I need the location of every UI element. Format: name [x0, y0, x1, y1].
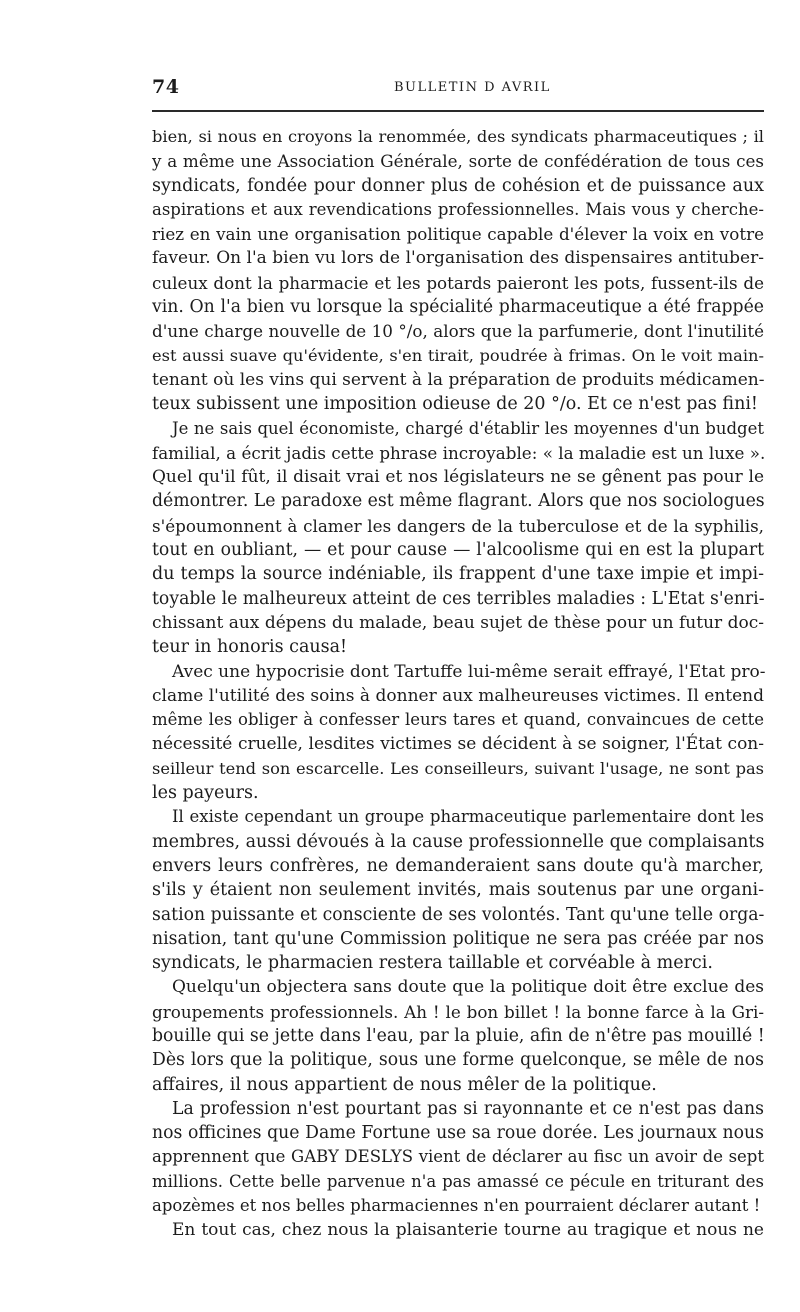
text-line: Je ne sais quel économiste, chargé d'établir les moyennes d'un budget [172, 418, 764, 438]
text-line: les payeurs. [152, 783, 259, 804]
text-line: millions. Cette belle parvenue n'a pas amassé ce pécule en triturant des [152, 1171, 764, 1191]
text-line: familial, a écrit jadis cette phrase incroyable: « la maladie est un luxe ». [152, 442, 766, 463]
text-line: apozèmes et nos belles pharmaciennes n'en pourraient déclarer autant ! [152, 1196, 761, 1216]
text-line: teux subissent une imposition odieuse de 20 °/o. Et ce n'est pas fini! [152, 394, 758, 415]
text-line: faveur. On l'a bien vu lors de l'organisation des dispensaires antituber- [152, 248, 764, 269]
text-line: envers leurs confrères, ne demanderaient sans doute qu'à marcher, [152, 855, 764, 876]
text-line: syndicats, le pharmacien restera taillable et corvéable à merci. [152, 953, 713, 974]
text-line: syndicats, fondée pour donner plus de cohésion et de puissance aux [152, 175, 764, 196]
page-header [152, 76, 764, 102]
text-line: riez en vain une organisation politique capable d'élever la voix en votre [152, 224, 764, 245]
text-line: clame l'utilité des soins à donner aux malheureuses victimes. Il entend [152, 685, 764, 706]
text-line: nisation, tant qu'une Commission politique ne sera pas créée par nos [152, 928, 764, 949]
header-rule [152, 110, 764, 112]
text-line: affaires, il nous appartient de nous mêler de la politique. [152, 1074, 657, 1095]
text-line: groupements professionnels. Ah ! le bon billet ! la bonne farce à la Gri- [152, 1001, 764, 1022]
text-line: tout en oubliant, — et pour cause — l'alcoolisme qui en est la plupart [152, 540, 764, 561]
text-line: bouille qui se jette dans l'eau, par la pluie, afin de n'être pas mouillé ! [152, 1025, 765, 1046]
text-line: membres, aussi dévoués à la cause professionnelle que complaisants [152, 831, 765, 852]
text-line: vin. On l'a bien vu lorsque la spécialité pharmaceutique a été frappée [152, 297, 764, 318]
text-line: s'ils y étaient non seulement invités, mais soutenus par une organi- [152, 880, 764, 901]
text-line: culeux dont la pharmacie et les potards paieront les pots, fussent-ils de [152, 272, 764, 293]
text-line: y a même une Association Générale, sorte de confédération de tous ces [152, 151, 764, 172]
text-line: du temps la source indéniable, ils frappent d'une taxe impie et impi- [152, 564, 764, 585]
text-line: Quel qu'il fût, il disait vrai et nos législateurs ne se gênent pas pour le [152, 467, 764, 488]
text-line: teur in honoris causa! [152, 637, 348, 658]
text-line: Il existe cependant un groupe pharmaceutique parlementaire dont les [172, 807, 764, 827]
text-line: sation puissante et consciente de ses volontés. Tant qu'une telle orga- [152, 904, 765, 925]
text-line: même les obliger à confesser leurs tares et quand, convaincues de cette [152, 710, 764, 730]
text-line: tenant où les vins qui servent à la préparation de produits médicamen- [152, 369, 765, 390]
text-line: La profession n'est pourtant pas si rayonnante et ce n'est pas dans [172, 1098, 764, 1119]
body-text [152, 125, 764, 1243]
text-line: toyable le malheureux atteint de ces terribles maladies : L'Etat s'enri- [152, 588, 765, 609]
page-number: 74 [152, 76, 180, 98]
text-line: aspirations et aux revendications professionnelles. Mais vous y cherche- [152, 199, 764, 219]
text-line: nos officines que Dame Fortune use sa roue dorée. Les journaux nous [152, 1123, 764, 1144]
text-line: Quelqu'un objectera sans doute que la politique doit être exclue des [172, 977, 764, 998]
running-title: BULLETIN D AVRIL [394, 80, 551, 95]
text-line: chissant aux dépens du malade, beau sujet de thèse pour un futur doc- [152, 612, 764, 633]
text-line: nécessité cruelle, lesdites victimes se décident à se soigner, l'État con- [152, 734, 764, 755]
text-line: seilleur tend son escarcelle. Les conseilleurs, suivant l'usage, ne sont pas [152, 758, 764, 778]
text-line: est aussi suave qu'évidente, s'en tirait, poudrée à frimas. On le voit main- [152, 345, 764, 365]
text-line: Dès lors que la politique, sous une forme quelconque, se mêle de nos [152, 1050, 764, 1071]
text-line: Avec une hypocrisie dont Tartuffe lui-même serait effrayé, l'Etat pro- [172, 661, 766, 682]
text-line: d'une charge nouvelle de 10 °/o, alors que la parfumerie, dont l'inutilité [152, 321, 764, 342]
text-line: En tout cas, chez nous la plaisanterie tourne au tragique et nous ne [172, 1220, 764, 1241]
text-line: s'époumonnent à clamer les dangers de la tuberculose et de la syphilis, [152, 515, 764, 536]
text-line: démontrer. Le paradoxe est même flagrant. Alors que nos sociologues [152, 491, 765, 512]
text-line: bien, si nous en croyons la renommée, des syndicats pharmaceutiques ; il [152, 127, 764, 146]
text-line: apprennent que GABY DESLYS vient de déclarer au fisc un avoir de sept [152, 1147, 764, 1167]
